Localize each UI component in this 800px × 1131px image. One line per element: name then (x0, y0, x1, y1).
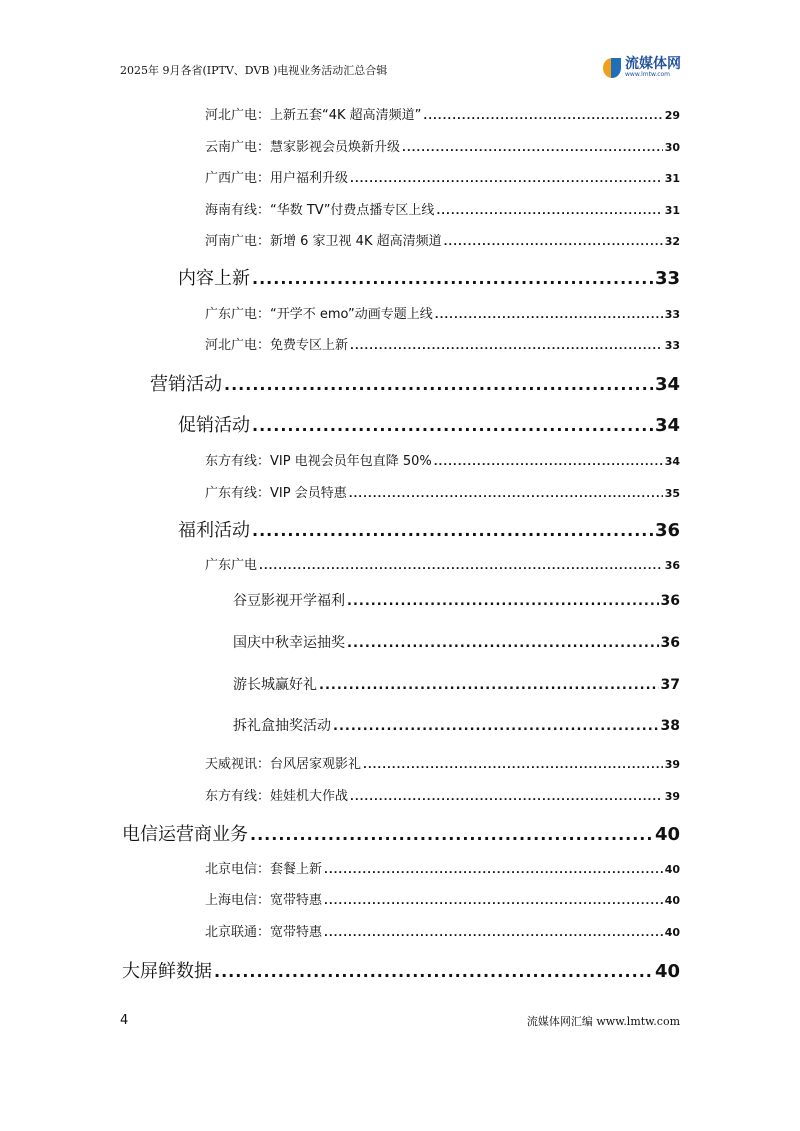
dot-leader (435, 310, 663, 321)
toc-entry-page: 40 (664, 863, 680, 876)
dot-leader (224, 375, 653, 394)
dot-leader (319, 678, 659, 693)
toc-entry[interactable] (205, 785, 680, 804)
toc-entry-label: 广东广电 (205, 558, 258, 573)
toc-entry-label: 上海电信：宽带特惠 (205, 893, 323, 908)
dot-leader (349, 489, 663, 500)
toc-entry-page: 36 (660, 593, 680, 609)
toc-entry-page: 37 (660, 677, 680, 693)
toc-entry-page: 40 (654, 961, 680, 982)
dot-leader (436, 206, 662, 217)
toc-entry[interactable] (122, 820, 680, 846)
dot-leader (252, 521, 653, 540)
toc-entry-label: 拆礼盒抽奖活动 (233, 718, 331, 734)
toc-entry-label: 国庆中秋幸运抽奖 (233, 635, 345, 651)
toc-entry[interactable] (205, 753, 680, 772)
toc-entry-label: 内容上新 (178, 268, 250, 289)
toc-entry-label: 广东有线：VIP 会员特惠 (205, 486, 347, 501)
toc-entry-label: 北京电信：套餐上新 (205, 862, 323, 877)
toc-entry-page: 33 (664, 339, 680, 352)
toc-entry-page: 35 (664, 487, 680, 500)
dot-leader (434, 457, 663, 468)
dot-leader (402, 143, 663, 154)
toc-entry[interactable] (233, 674, 680, 694)
lmtw-logo (603, 57, 681, 78)
toc-entry-label: 福利活动 (178, 520, 250, 541)
toc-entry-page: 33 (654, 268, 680, 289)
dot-leader (214, 962, 653, 981)
toc-entry-page: 36 (654, 520, 680, 541)
dot-leader (252, 416, 653, 435)
toc-entry-page: 32 (664, 235, 680, 248)
toc-entry-label: 促销活动 (178, 415, 250, 436)
toc-entry-page: 36 (660, 635, 680, 651)
toc-entry-page: 40 (664, 894, 680, 907)
running-header: 2025年 9月各省(IPTV、DVB )电视业务活动汇总合辑 (120, 64, 388, 77)
toc-entry[interactable] (205, 303, 680, 322)
toc-entry-label: 广西广电：用户福利升级 (205, 171, 349, 186)
toc-entry[interactable] (205, 921, 680, 940)
toc-entry-page: 33 (664, 308, 680, 321)
toc-entry[interactable] (205, 554, 680, 573)
toc-entry-page: 40 (654, 824, 680, 845)
dot-leader (324, 928, 663, 939)
logo-text: 流媒体网 (625, 56, 681, 72)
toc-entry[interactable] (205, 199, 680, 218)
toc-entry-page: 34 (654, 374, 680, 395)
toc-entry[interactable] (205, 230, 680, 249)
toc-entry-label: 东方有线：娃娃机大作战 (205, 789, 349, 804)
logo-icon (603, 58, 621, 78)
toc-entry[interactable] (205, 104, 680, 123)
toc-entry[interactable] (205, 482, 680, 501)
dot-leader (250, 825, 653, 844)
toc-entry-label: 游长城赢好礼 (233, 677, 317, 693)
toc-entry-label: 大屏鲜数据 (122, 961, 212, 982)
toc-entry[interactable] (233, 632, 680, 652)
toc-entry-label: 云南广电：慧家影视会员焕新升级 (205, 140, 401, 155)
toc-entry-label: 东方有线：VIP 电视会员年包直降 50% (205, 454, 432, 469)
dot-leader (350, 174, 663, 185)
toc-entry[interactable] (178, 264, 680, 290)
dot-leader (444, 237, 663, 248)
dot-leader (350, 341, 663, 352)
toc-entry[interactable] (205, 334, 680, 353)
toc-entry[interactable] (178, 411, 680, 437)
toc-entry[interactable] (205, 167, 680, 186)
logo-url: www.lmtw.com (625, 71, 671, 78)
toc-entry-page: 31 (664, 204, 680, 217)
toc-entry-page: 29 (664, 109, 680, 122)
toc-entry-label: 营销活动 (150, 374, 222, 395)
toc-entry-label: 电信运营商业务 (122, 824, 248, 845)
dot-leader (324, 865, 663, 876)
toc-entry[interactable] (233, 715, 680, 735)
dot-leader (259, 561, 663, 572)
toc-entry-page: 30 (664, 141, 680, 154)
toc-entry[interactable] (233, 590, 680, 610)
dot-leader (324, 896, 663, 907)
toc-entry-page: 34 (664, 455, 680, 468)
toc-entry[interactable] (178, 516, 680, 542)
toc-entry-page: 31 (664, 172, 680, 185)
toc-entry-page: 36 (664, 559, 680, 572)
dot-leader (423, 111, 662, 122)
dot-leader (333, 719, 659, 734)
toc-entry-page: 39 (664, 790, 680, 803)
toc-entry[interactable] (150, 370, 680, 396)
toc-entry-label: 河北广电：上新五套“4K 超高清频道” (205, 108, 422, 123)
toc-entry-label: 河北广电：免费专区上新 (205, 338, 349, 353)
toc-entry-page: 40 (664, 926, 680, 939)
dot-leader (350, 792, 663, 803)
toc-entry-page: 38 (660, 718, 680, 734)
page-number: 4 (120, 1013, 129, 1028)
toc-entry-label: 谷豆影视开学福利 (233, 593, 345, 609)
dot-leader (363, 760, 663, 771)
toc-entry-page: 39 (664, 758, 680, 771)
toc-entry-page: 34 (654, 415, 680, 436)
toc-entry-label: 海南有线：“华数 TV”付费点播专区上线 (205, 203, 435, 218)
toc-entry[interactable] (205, 450, 680, 469)
dot-leader (347, 594, 659, 609)
toc-entry[interactable] (205, 136, 680, 155)
toc-entry[interactable] (205, 889, 680, 908)
toc-entry-label: 天威视讯：台风居家观影礼 (205, 757, 362, 772)
toc-entry-label: 广东广电：“开学不 emo”动画专题上线 (205, 307, 433, 322)
toc-entry-label: 河南广电：新增 6 家卫视 4K 超高清频道 (205, 234, 442, 249)
dot-leader (252, 269, 653, 288)
toc-entry[interactable] (205, 858, 680, 877)
dot-leader (347, 636, 659, 651)
footer-text: 流媒体网汇编 www.lmtw.com (526, 1015, 680, 1028)
toc-entry-label: 北京联通：宽带特惠 (205, 925, 323, 940)
toc-entry[interactable] (122, 957, 680, 983)
